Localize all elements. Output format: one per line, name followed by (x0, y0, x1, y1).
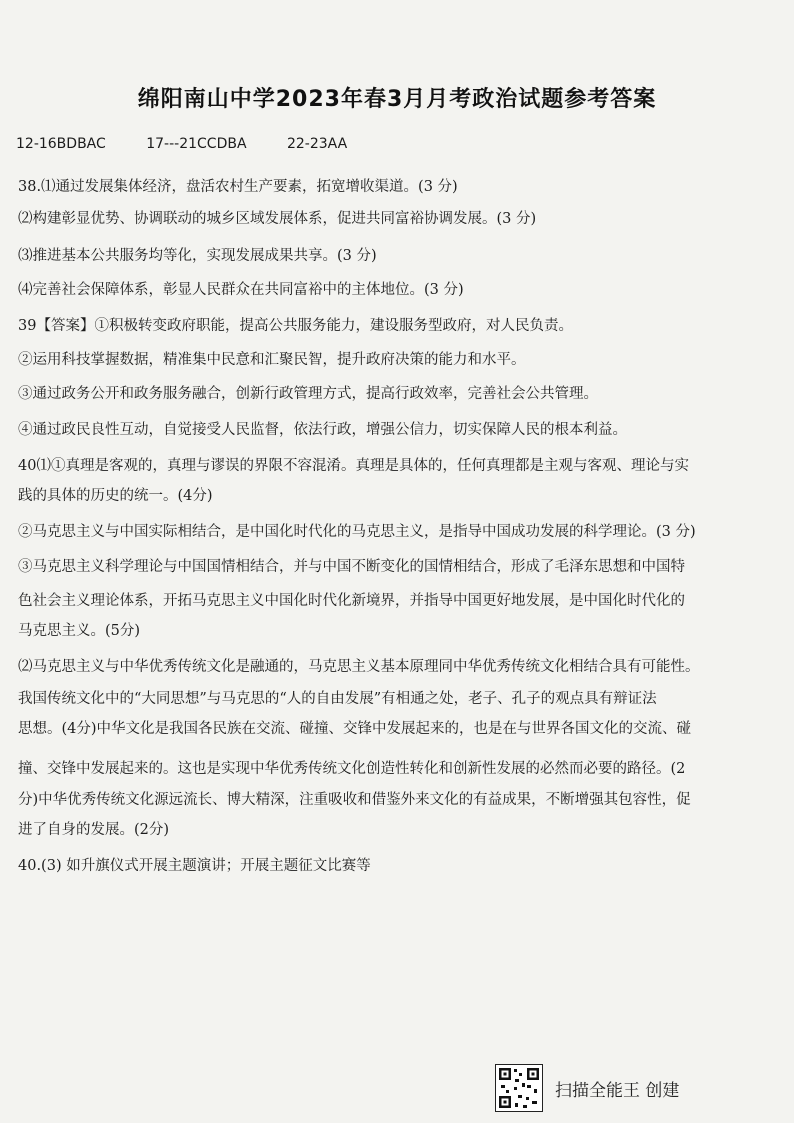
q38-line-1: 38.⑴通过发展集体经济，盘活农村生产要素，拓宽增收渠道。(3 分) (18, 179, 458, 195)
q39-line-3: ③通过政务公开和政务服务融合，创新行政管理方式，提高行政效率，完善社会公共管理。 (18, 386, 598, 402)
q40-3-line: 40.(3) 如升旗仪式开展主题演讲；开展主题征文比赛等 (18, 858, 371, 874)
q40-2-line-4: 撞、交锋中发展起来的。这也是实现中华优秀传统文化创造性转化和创新性发展的必然而必要的路径。(2 (18, 761, 686, 777)
answer-key-22-23: 22-23AA (286, 136, 348, 152)
q40-1-line-6: 马克思主义。(5分) (18, 623, 141, 639)
q40-2-line-1: ⑵马克思主义与中华优秀传统文化是融通的，马克思主义基本原理同中华优秀传统文化相结合具有可能性。 (18, 659, 700, 675)
page-title: 绵阳南山中学2023年春3月月考政治试题参考答案 (137, 87, 657, 112)
q39-line-1: 39【答案】①积极转变政府职能，提高公共服务能力，建设服务型政府，对人民负责。 (18, 318, 573, 334)
scanner-watermark: 扫描全能王 创建 (555, 1081, 680, 1101)
q40-1-line-2: 践的具体的历史的统一。(4分) (18, 488, 213, 504)
qr-code-icon (495, 1064, 543, 1112)
q40-2-line-3: 思想。(4分)中华文化是我国各民族在交流、碰撞、交锋中发展起来的，也是在与世界各国文化的交流、碰 (18, 721, 692, 737)
q40-2-line-6: 进了自身的发展。(2分) (18, 822, 170, 838)
q40-1-line-3: ②马克思主义与中国实际相结合，是中国化时代化的马克思主义，是指导中国成功发展的科学理论。(3 分) (18, 524, 696, 540)
answer-key-17-21: 17---21CCDBA (146, 136, 247, 152)
q38-line-2: ⑵构建彰显优势、协调联动的城乡区域发展体系，促进共同富裕协调发展。(3 分) (18, 211, 537, 227)
q39-line-4: ④通过政民良性互动，自觉接受人民监督，依法行政，增强公信力，切实保障人民的根本利益。 (18, 422, 627, 438)
q40-2-line-5: 分)中华优秀传统文化源远流长、博大精深，注重吸收和借鉴外来文化的有益成果，不断增强其包容性，促 (18, 792, 691, 808)
q38-line-3: ⑶推进基本公共服务均等化，实现发展成果共享。(3 分) (18, 248, 377, 264)
choice-answer-keys (16, 136, 381, 152)
q40-2-line-2: 我国传统文化中的“大同思想”与马克思的“人的自由发展”有相通之处，老子、孔子的观点具有辩证法 (18, 691, 657, 707)
q40-1-line-1: 40⑴①真理是客观的，真理与谬误的界限不容混淆。真理是具体的，任何真理都是主观与客观、理论与实 (18, 458, 689, 474)
q40-1-line-5: 色社会主义理论体系，开拓马克思主义中国化时代化新境界，并指导中国更好地发展，是中国化时代化的 (18, 593, 685, 609)
answer-key-12-16: 12-16BDBAC (16, 136, 106, 152)
q39-line-2: ②运用科技掌握数据，精准集中民意和汇聚民智，提升政府决策的能力和水平。 (18, 352, 526, 368)
q38-line-4: ⑷完善社会保障体系，彰显人民群众在共同富裕中的主体地位。(3 分) (18, 282, 464, 298)
q40-1-line-4: ③马克思主义科学理论与中国国情相结合，并与中国不断变化的国情相结合，形成了毛泽东思想和中国特 (18, 559, 685, 575)
